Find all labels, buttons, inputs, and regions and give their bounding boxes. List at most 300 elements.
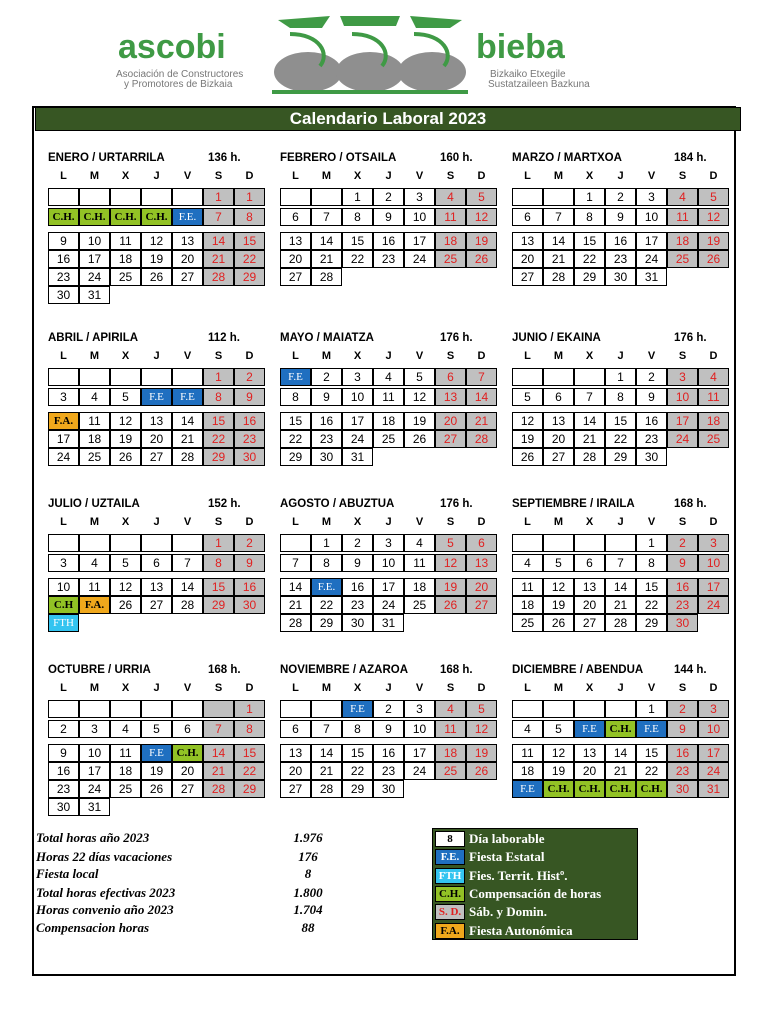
day-cell: 15 [203, 578, 234, 596]
empty-cell [203, 700, 234, 718]
day-header: L [524, 170, 531, 182]
empty-cell [141, 368, 172, 386]
day-cell: 23 [48, 268, 79, 286]
day-cell: 13 [543, 412, 574, 430]
day-cell: 20 [466, 578, 497, 596]
day-cell: 30 [636, 448, 667, 466]
day-cell: 13 [141, 412, 172, 430]
empty-cell [512, 534, 543, 552]
day-cell: 28 [605, 614, 636, 632]
day-cell: 13 [574, 578, 605, 596]
header [0, 0, 768, 104]
day-header: J [153, 516, 160, 528]
day-cell: 14 [203, 232, 234, 250]
day-cell: 18 [373, 412, 404, 430]
day-cell: 9 [667, 720, 698, 738]
day-cell: 16 [667, 578, 698, 596]
empty-cell [141, 534, 172, 552]
day-cell: 11 [512, 578, 543, 596]
day-cell: 27 [141, 596, 172, 614]
empty-cell [512, 700, 543, 718]
day-cell: 16 [234, 412, 265, 430]
day-header: J [153, 350, 160, 362]
day-cell: 27 [574, 614, 605, 632]
day-cell: 20 [172, 762, 203, 780]
day-cell: 23 [667, 596, 698, 614]
day-cell: 13 [172, 232, 203, 250]
day-cell: 4 [404, 534, 435, 552]
day-cell: 16 [373, 744, 404, 762]
holiday-cell: C.H. [79, 208, 110, 226]
day-cell: 2 [48, 720, 79, 738]
empty-cell [543, 368, 574, 386]
empty-cell [280, 188, 311, 206]
day-cell: 30 [48, 286, 79, 304]
ascobi-logo-text: ascobi [118, 28, 226, 66]
empty-cell [543, 534, 574, 552]
legend-row [433, 830, 639, 848]
day-cell: 20 [543, 430, 574, 448]
day-header: S [446, 682, 455, 694]
page-title: Calendario Laboral 2023 [35, 107, 741, 131]
day-header: X [585, 170, 594, 182]
day-cell: 29 [203, 448, 234, 466]
day-cell: 25 [79, 448, 110, 466]
day-cell: 24 [79, 268, 110, 286]
day-cell: 11 [110, 232, 141, 250]
day-cell: 14 [172, 412, 203, 430]
day-cell: 19 [543, 762, 574, 780]
empty-cell [512, 188, 543, 206]
summary-value: 8 [304, 866, 312, 881]
day-cell: 3 [636, 188, 667, 206]
day-cell: 23 [373, 250, 404, 268]
day-cell: 3 [698, 534, 729, 552]
day-cell: 20 [574, 762, 605, 780]
month-name: ABRIL / APIRILA [48, 332, 139, 344]
day-header: S [214, 350, 223, 362]
day-cell: 30 [667, 614, 698, 632]
holiday-cell: C.H. [636, 780, 667, 798]
day-cell: 1 [203, 534, 234, 552]
legend-swatch: FTH [435, 868, 465, 884]
day-cell: 19 [435, 578, 466, 596]
day-cell: 15 [636, 578, 667, 596]
day-header: D [477, 170, 486, 182]
day-cell: 26 [698, 250, 729, 268]
month-name: DICIEMBRE / ABENDUA [512, 664, 644, 676]
summary-label: Total horas año 2023 [36, 830, 150, 845]
summary-value: 176 [298, 849, 318, 864]
day-cell: 19 [698, 232, 729, 250]
day-cell: 21 [605, 762, 636, 780]
day-cell: 21 [605, 596, 636, 614]
day-cell: 20 [280, 250, 311, 268]
day-cell: 13 [512, 232, 543, 250]
day-cell: 6 [574, 554, 605, 572]
day-cell: 10 [404, 208, 435, 226]
day-cell: 24 [404, 762, 435, 780]
day-cell: 4 [435, 188, 466, 206]
day-cell: 9 [311, 388, 342, 406]
day-cell: 1 [342, 188, 373, 206]
day-cell: 20 [512, 250, 543, 268]
day-cell: 2 [605, 188, 636, 206]
day-cell: 5 [435, 534, 466, 552]
day-header: X [121, 350, 130, 362]
holiday-cell: F.E [172, 388, 203, 406]
day-header: S [678, 350, 687, 362]
day-cell: 8 [342, 208, 373, 226]
day-header: L [292, 682, 299, 694]
day-cell: 9 [48, 744, 79, 762]
day-cell: 15 [636, 744, 667, 762]
day-cell: 10 [342, 388, 373, 406]
day-cell: 26 [404, 430, 435, 448]
day-cell: 4 [79, 554, 110, 572]
day-cell: 5 [466, 700, 497, 718]
day-cell: 12 [543, 578, 574, 596]
day-cell: 23 [605, 250, 636, 268]
day-cell: 25 [435, 762, 466, 780]
day-cell: 11 [79, 412, 110, 430]
empty-cell [48, 188, 79, 206]
day-cell: 28 [311, 268, 342, 286]
day-cell: 19 [543, 596, 574, 614]
day-cell: 9 [234, 554, 265, 572]
empty-cell [79, 534, 110, 552]
day-header: D [477, 682, 486, 694]
day-cell: 6 [466, 534, 497, 552]
day-cell: 25 [110, 780, 141, 798]
day-cell: 29 [342, 780, 373, 798]
day-cell: 2 [234, 368, 265, 386]
day-cell: 12 [110, 412, 141, 430]
day-cell: 7 [466, 368, 497, 386]
day-cell: 21 [543, 250, 574, 268]
day-cell: 17 [79, 250, 110, 268]
day-cell: 11 [435, 720, 466, 738]
day-cell: 14 [311, 744, 342, 762]
day-cell: 16 [636, 412, 667, 430]
empty-cell [172, 534, 203, 552]
empty-cell [280, 700, 311, 718]
holiday-cell: F.E [512, 780, 543, 798]
month-hours: 136 h. [208, 152, 241, 164]
day-header: M [553, 516, 564, 528]
day-header: V [647, 682, 656, 694]
day-header: J [153, 682, 160, 694]
day-cell: 17 [342, 412, 373, 430]
day-cell: 9 [636, 388, 667, 406]
day-cell: 10 [636, 208, 667, 226]
day-cell: 4 [512, 554, 543, 572]
day-cell: 31 [342, 448, 373, 466]
day-cell: 18 [110, 762, 141, 780]
day-cell: 12 [110, 578, 141, 596]
holiday-cell: C.H. [605, 720, 636, 738]
day-cell: 12 [404, 388, 435, 406]
day-header: M [89, 682, 100, 694]
day-cell: 27 [512, 268, 543, 286]
day-header: J [617, 350, 624, 362]
day-cell: 28 [466, 430, 497, 448]
legend-label: Fiesta Estatal [469, 849, 545, 865]
holiday-cell: F.E [342, 700, 373, 718]
day-cell: 3 [404, 700, 435, 718]
legend [432, 828, 638, 940]
month-hours: 176 h. [440, 498, 473, 510]
holiday-cell: C.H. [110, 208, 141, 226]
day-cell: 25 [512, 614, 543, 632]
day-cell: 3 [667, 368, 698, 386]
day-cell: 18 [110, 250, 141, 268]
day-cell: 1 [636, 700, 667, 718]
day-cell: 11 [373, 388, 404, 406]
day-header: X [585, 682, 594, 694]
day-header: S [678, 682, 687, 694]
day-cell: 16 [667, 744, 698, 762]
day-cell: 1 [574, 188, 605, 206]
day-cell: 23 [48, 780, 79, 798]
day-cell: 2 [342, 534, 373, 552]
month-hours: 160 h. [440, 152, 473, 164]
day-header: D [245, 516, 254, 528]
day-cell: 25 [698, 430, 729, 448]
legend-label: Compensación de horas [469, 885, 602, 901]
month-hours: 168 h. [440, 664, 473, 676]
day-header: X [121, 170, 130, 182]
day-header: J [617, 516, 624, 528]
day-cell: 3 [79, 720, 110, 738]
day-cell: 27 [280, 780, 311, 798]
day-cell: 9 [48, 232, 79, 250]
day-cell: 4 [79, 388, 110, 406]
holiday-cell: F.E. [311, 578, 342, 596]
day-header: L [60, 682, 67, 694]
day-header: L [292, 170, 299, 182]
day-cell: 8 [574, 208, 605, 226]
summary-label: Fiesta local [36, 866, 99, 881]
day-cell: 12 [466, 720, 497, 738]
day-cell: 29 [636, 614, 667, 632]
day-cell: 4 [667, 188, 698, 206]
legend-row [433, 885, 639, 903]
month-hours: 144 h. [674, 664, 707, 676]
day-cell: 2 [373, 188, 404, 206]
day-header: S [214, 682, 223, 694]
day-cell: 26 [512, 448, 543, 466]
day-header: D [477, 350, 486, 362]
day-cell: 10 [79, 232, 110, 250]
legend-swatch: F.E. [435, 849, 465, 865]
day-cell: 24 [373, 596, 404, 614]
day-cell: 27 [435, 430, 466, 448]
day-cell: 22 [311, 596, 342, 614]
day-cell: 29 [605, 448, 636, 466]
holiday-cell: C.H. [172, 744, 203, 762]
day-cell: 26 [466, 762, 497, 780]
day-cell: 23 [667, 762, 698, 780]
legend-swatch: 8 [435, 831, 465, 847]
day-cell: 25 [404, 596, 435, 614]
holiday-cell: C.H. [574, 780, 605, 798]
day-cell: 3 [698, 700, 729, 718]
day-header: M [553, 350, 564, 362]
day-header: M [89, 516, 100, 528]
day-cell: 5 [543, 720, 574, 738]
empty-cell [110, 700, 141, 718]
day-cell: 15 [234, 232, 265, 250]
day-cell: 17 [698, 744, 729, 762]
day-cell: 28 [172, 596, 203, 614]
day-cell: 11 [79, 578, 110, 596]
legend-label: Fiesta Autonómica [469, 922, 573, 938]
day-cell: 6 [543, 388, 574, 406]
day-header: M [89, 170, 100, 182]
day-header: D [245, 350, 254, 362]
day-cell: 18 [512, 762, 543, 780]
day-cell: 8 [605, 388, 636, 406]
day-header: S [446, 170, 455, 182]
day-cell: 22 [636, 596, 667, 614]
day-header: J [385, 682, 392, 694]
empty-cell [110, 188, 141, 206]
holiday-cell: FTH [48, 614, 79, 632]
day-header: L [524, 350, 531, 362]
day-cell: 30 [311, 448, 342, 466]
empty-cell [574, 534, 605, 552]
day-cell: 7 [311, 720, 342, 738]
empty-cell [110, 368, 141, 386]
day-cell: 22 [342, 762, 373, 780]
day-cell: 12 [698, 208, 729, 226]
day-cell: 21 [203, 250, 234, 268]
day-header: X [121, 682, 130, 694]
month-hours: 176 h. [440, 332, 473, 344]
day-cell: 14 [574, 412, 605, 430]
day-header: M [321, 170, 332, 182]
day-cell: 19 [141, 250, 172, 268]
ascobi-subtitle-line1: Asociación de Constructores [116, 69, 244, 80]
month-name: AGOSTO / ABUZTUA [280, 498, 395, 510]
day-cell: 7 [543, 208, 574, 226]
day-cell: 7 [605, 554, 636, 572]
day-cell: 3 [48, 388, 79, 406]
day-cell: 21 [172, 430, 203, 448]
day-cell: 16 [605, 232, 636, 250]
day-header: D [709, 516, 718, 528]
day-cell: 30 [48, 798, 79, 816]
day-cell: 1 [234, 188, 265, 206]
day-cell: 20 [141, 430, 172, 448]
day-cell: 8 [203, 554, 234, 572]
day-cell: 12 [466, 208, 497, 226]
month-hours: 168 h. [208, 664, 241, 676]
day-cell: 28 [172, 448, 203, 466]
legend-row [433, 848, 639, 866]
day-cell: 21 [311, 250, 342, 268]
day-cell: 9 [373, 208, 404, 226]
day-cell: 19 [466, 232, 497, 250]
day-header: S [214, 516, 223, 528]
day-cell: 17 [48, 430, 79, 448]
day-cell: 22 [234, 250, 265, 268]
day-cell: 9 [342, 554, 373, 572]
empty-cell [172, 700, 203, 718]
day-cell: 14 [280, 578, 311, 596]
day-cell: 21 [311, 762, 342, 780]
day-cell: 24 [698, 762, 729, 780]
day-header: M [553, 682, 564, 694]
legend-row [433, 922, 639, 940]
day-cell: 5 [110, 554, 141, 572]
day-cell: 31 [79, 798, 110, 816]
day-header: V [415, 516, 424, 528]
holiday-cell: F.E [574, 720, 605, 738]
day-cell: 16 [234, 578, 265, 596]
day-cell: 28 [280, 614, 311, 632]
day-cell: 14 [203, 744, 234, 762]
day-cell: 13 [280, 232, 311, 250]
day-cell: 16 [48, 250, 79, 268]
day-cell: 19 [110, 430, 141, 448]
day-cell: 29 [311, 614, 342, 632]
day-cell: 17 [698, 578, 729, 596]
day-cell: 18 [435, 232, 466, 250]
day-cell: 15 [605, 412, 636, 430]
day-cell: 11 [404, 554, 435, 572]
day-cell: 28 [543, 268, 574, 286]
summary-value: 1.704 [293, 902, 323, 917]
legend-label: Día laborable [469, 831, 545, 846]
holiday-cell: C.H. [543, 780, 574, 798]
day-cell: 6 [512, 208, 543, 226]
day-cell: 16 [342, 578, 373, 596]
day-cell: 5 [466, 188, 497, 206]
empty-cell [543, 188, 574, 206]
day-cell: 20 [574, 596, 605, 614]
day-cell: 11 [512, 744, 543, 762]
day-cell: 26 [141, 780, 172, 798]
month-hours: 184 h. [674, 152, 707, 164]
day-cell: 21 [466, 412, 497, 430]
empty-cell [574, 700, 605, 718]
day-cell: 11 [698, 388, 729, 406]
day-cell: 31 [79, 286, 110, 304]
day-cell: 10 [373, 554, 404, 572]
month-name: MAYO / MAIATZA [280, 332, 374, 344]
day-cell: 10 [667, 388, 698, 406]
day-cell: 17 [667, 412, 698, 430]
day-cell: 27 [466, 596, 497, 614]
day-cell: 18 [435, 744, 466, 762]
day-cell: 11 [110, 744, 141, 762]
day-cell: 16 [311, 412, 342, 430]
day-header: L [524, 682, 531, 694]
day-cell: 10 [698, 720, 729, 738]
day-header: X [585, 350, 594, 362]
day-cell: 17 [404, 232, 435, 250]
day-header: M [321, 682, 332, 694]
legend-label: Sáb. y Domin. [469, 904, 548, 920]
day-header: V [415, 350, 424, 362]
day-header: J [385, 350, 392, 362]
day-cell: 29 [203, 596, 234, 614]
empty-cell [79, 700, 110, 718]
holiday-cell: C.H. [605, 780, 636, 798]
month-name: ENERO / URTARRILA [48, 152, 165, 164]
